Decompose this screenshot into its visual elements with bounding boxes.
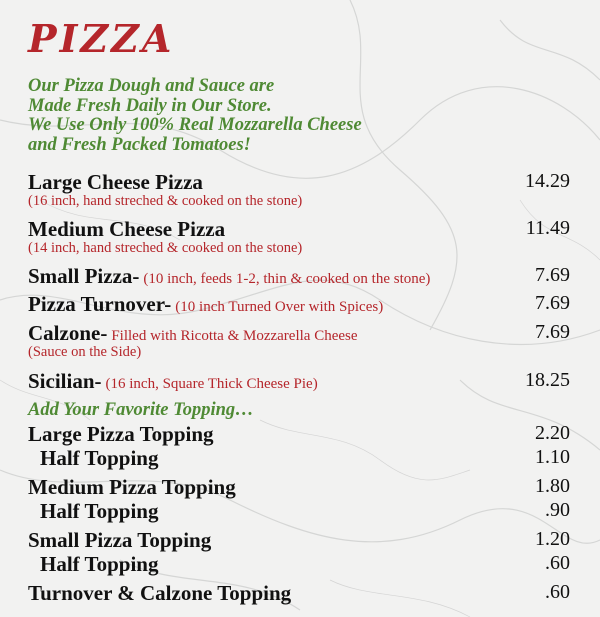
item-price: 7.69: [535, 321, 570, 343]
topping-name: Turnover & Calzone Topping: [28, 581, 292, 605]
item-price: 14.29: [525, 170, 570, 192]
item-name: Calzone-: [28, 321, 108, 345]
topping-name: Half Topping: [40, 446, 159, 470]
topping-price: 1.20: [535, 528, 570, 550]
topping-row: [28, 499, 570, 523]
intro-line: and Fresh Packed Tomatoes!: [28, 134, 251, 155]
topping-row: [28, 422, 570, 446]
item-description: (16 inch, Square Thick Cheese Pie): [105, 376, 318, 392]
menu-item: [28, 217, 570, 256]
page-title: PIZZA: [28, 16, 175, 61]
topping-row: [28, 581, 570, 605]
item-description: (10 inch Turned Over with Spices): [175, 299, 384, 315]
topping-row: [28, 528, 570, 552]
topping-row: [28, 552, 570, 576]
topping-name: Small Pizza Topping: [28, 528, 212, 552]
topping-price: 1.80: [535, 475, 570, 497]
menu-item: [28, 292, 570, 316]
item-price: 18.25: [525, 369, 570, 391]
item-description: Filled with Ricotta & Mozzarella Cheese: [111, 328, 358, 344]
item-description: (14 inch, hand streched & cooked on the stone): [28, 240, 303, 256]
item-name: Pizza Turnover-: [28, 292, 172, 316]
topping-name: Half Topping: [40, 552, 159, 576]
intro-text: [28, 77, 362, 155]
item-description: (10 inch, feeds 1-2, thin & cooked on the stone): [143, 271, 431, 287]
item-name: Small Pizza-: [28, 264, 140, 288]
item-price: 7.69: [535, 292, 570, 314]
topping-row: [28, 446, 570, 470]
intro-line: Our Pizza Dough and Sauce are: [28, 76, 275, 96]
topping-name: Large Pizza Topping: [28, 422, 214, 446]
topping-name: Half Topping: [40, 499, 159, 523]
menu-item: [28, 321, 570, 360]
item-description: (16 inch, hand streched & cooked on the stone): [28, 193, 303, 209]
intro-line: Made Fresh Daily in Our Store.: [28, 95, 272, 116]
item-price: 7.69: [535, 264, 570, 286]
toppings-heading: Add Your Favorite Topping…: [28, 400, 254, 420]
topping-name: Medium Pizza Topping: [28, 475, 236, 499]
item-name: Medium Cheese Pizza: [28, 217, 226, 241]
menu-item: [28, 264, 570, 288]
item-note: (Sauce on the Side): [28, 344, 142, 360]
intro-line: We Use Only 100% Real Mozzarella Cheese: [28, 115, 362, 135]
topping-price: .90: [545, 499, 570, 521]
menu-item: [28, 369, 570, 393]
topping-row: [28, 475, 570, 499]
item-name: Large Cheese Pizza: [28, 170, 203, 194]
menu-item: [28, 170, 570, 209]
item-price: 11.49: [525, 217, 570, 239]
topping-price: 1.10: [535, 446, 570, 468]
topping-price: .60: [545, 581, 570, 603]
topping-price: .60: [545, 552, 570, 574]
topping-price: 2.20: [535, 422, 570, 444]
item-name: Sicilian-: [28, 369, 102, 393]
